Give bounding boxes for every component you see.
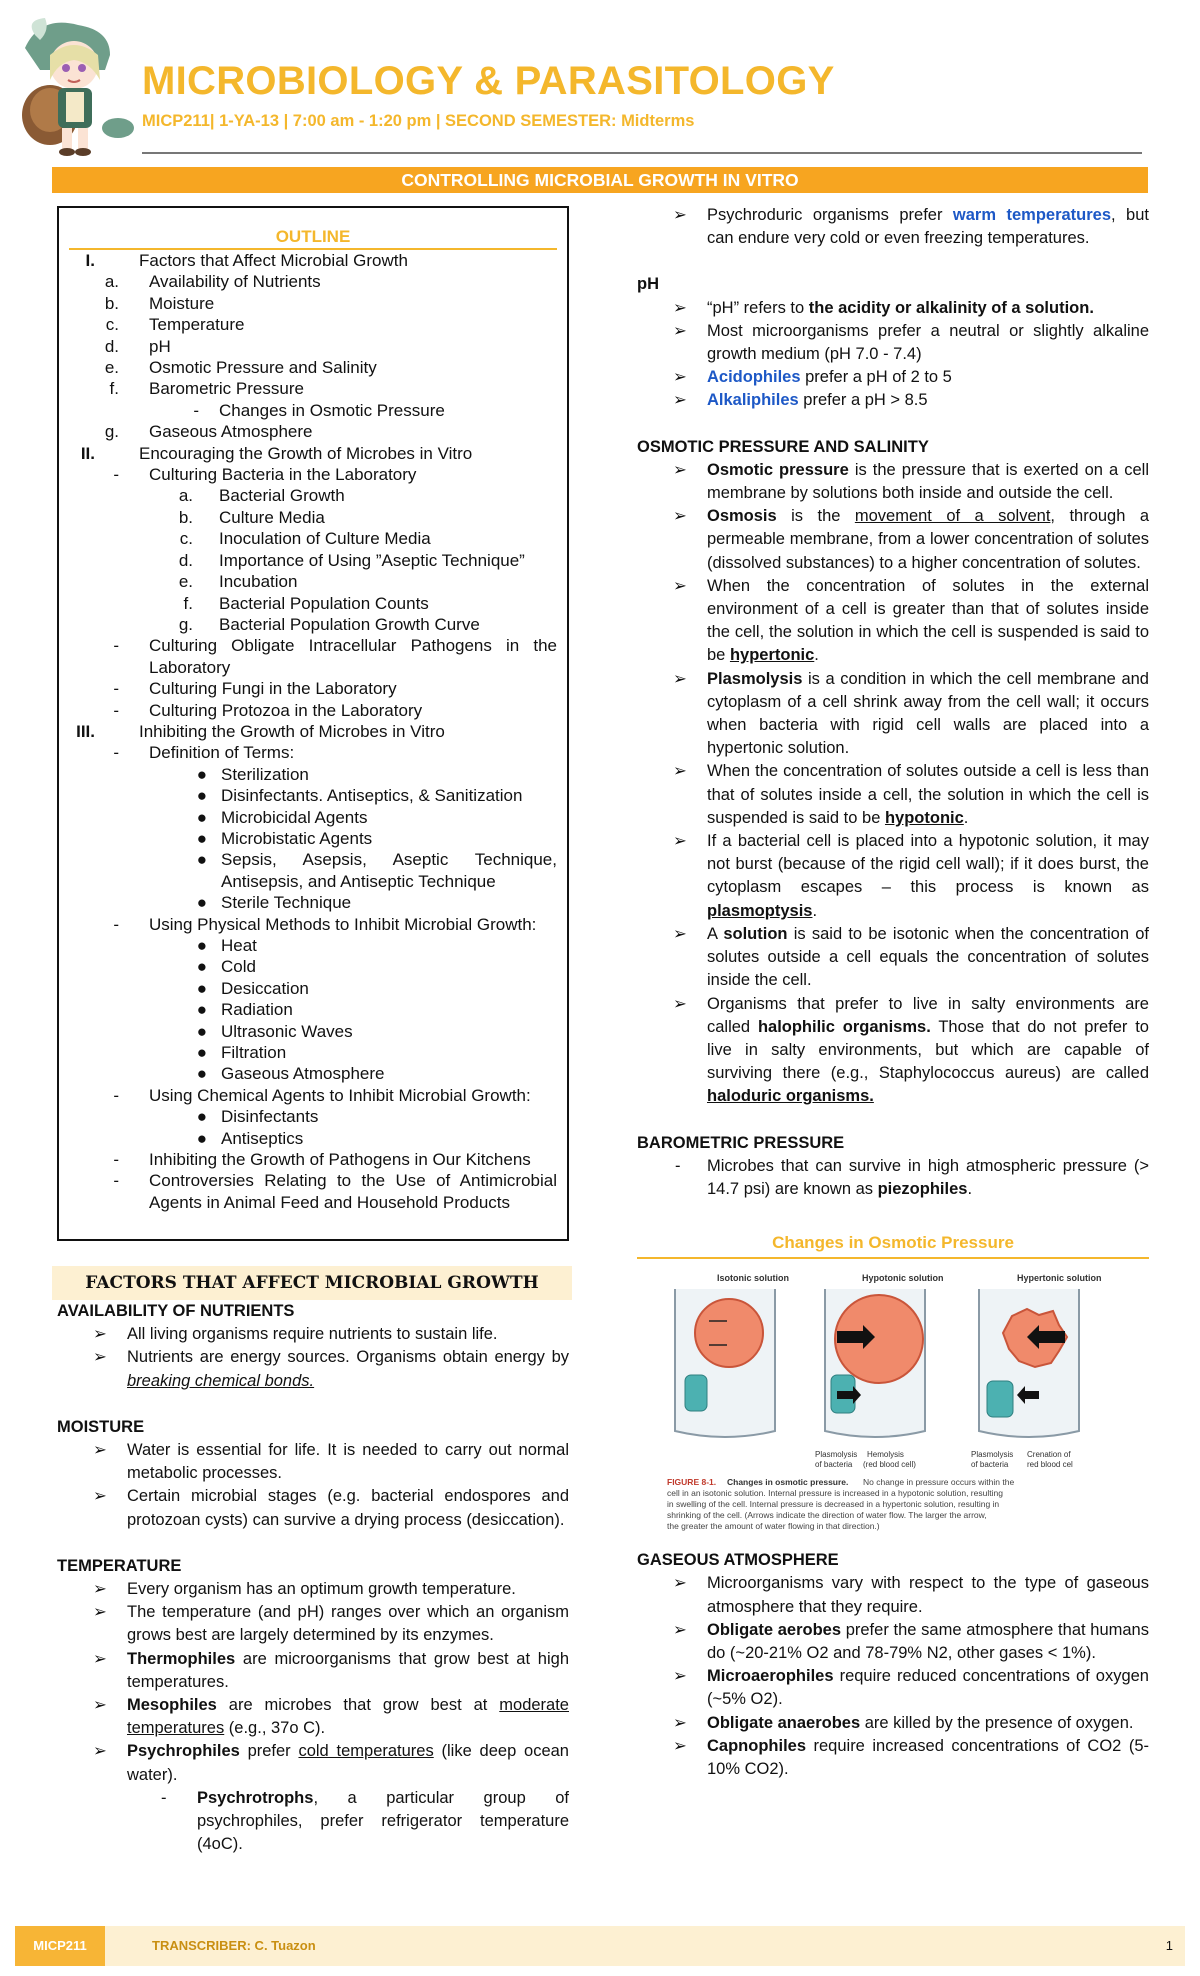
outline-item xyxy=(69,357,557,378)
outline-marker: b. xyxy=(178,507,193,527)
outline-item-text: Changes in Osmotic Pressure xyxy=(219,400,445,420)
beaker-hypotonic xyxy=(825,1289,925,1437)
outline-item-text: Definition of Terms: xyxy=(149,743,295,763)
outline-marker: d. xyxy=(178,550,193,570)
outline-marker: II. xyxy=(80,443,95,463)
label-plasmolysis: Plasmolysis xyxy=(815,1450,858,1460)
heading-gaseous: GASEOUS ATMOSPHERE xyxy=(637,1551,839,1570)
outline-item-text: Heat xyxy=(221,936,257,955)
outline-item xyxy=(69,956,557,977)
outline-item xyxy=(69,828,557,849)
left-column xyxy=(57,1300,569,1856)
outline-item xyxy=(69,250,557,271)
outline-item-text: Moisture xyxy=(149,293,215,313)
outline-marker: a. xyxy=(104,272,119,292)
outline-item xyxy=(69,528,557,549)
outline-item xyxy=(69,485,557,506)
label-of-bacteria-2: of bacteria xyxy=(971,1460,1009,1470)
outline-box xyxy=(57,206,569,1241)
header-divider xyxy=(142,152,1142,154)
arrow-bullet-icon: ➢ xyxy=(93,1487,107,1506)
outline-marker: ● xyxy=(196,1064,207,1084)
caption-line-4: shrinking of the cell. (Arrows indicate the direction of water flow. The larger the arrow, xyxy=(667,1510,987,1521)
outline-item xyxy=(69,914,557,935)
outline-item-text: Disinfectants xyxy=(221,1107,319,1127)
outline-item xyxy=(69,1021,557,1042)
outline-marker: - xyxy=(113,700,119,720)
caption-label: FIGURE 8-1. xyxy=(667,1477,717,1488)
heading-barometric: BAROMETRIC PRESSURE xyxy=(637,1133,845,1152)
arrow-bullet-icon: ➢ xyxy=(93,1603,107,1622)
bullet: ➢ Psychroduric organisms prefer warm temperatures, but can endure very cold or even freezing temperatures. xyxy=(673,206,1149,248)
outline-item xyxy=(69,807,557,828)
outline-item-text: pH xyxy=(149,336,171,356)
bullet: ➢ Certain microbial stages (e.g. bacterial endospores and protozoan cysts) can survive a drying process (desiccation). xyxy=(93,1487,569,1529)
outline-marker: - xyxy=(113,1085,119,1105)
outline-item-text: Microbistatic Agents xyxy=(221,828,373,848)
outline-item-text: Inhibiting the Growth of Pathogens in Our Kitchens xyxy=(149,1150,531,1170)
label-rbc-2: red blood cel xyxy=(1027,1460,1073,1470)
sub-bullet: - Psychrotrophs, a particular group of psychrophiles, prefer refrigerator temperature (4oC). xyxy=(161,1788,569,1854)
outline-item-text: Ultrasonic Waves xyxy=(221,1021,353,1041)
page-title: MICROBIOLOGY & PARASITOLOGY xyxy=(142,59,835,103)
outline-item-text: Bacterial Population Counts xyxy=(219,593,429,613)
outline-item xyxy=(69,593,557,614)
outline-item xyxy=(69,1063,557,1084)
caption-bold: Changes in osmotic pressure. xyxy=(727,1477,849,1488)
course-subtitle: MICP211| 1-YA-13 | 7:00 am - 1:20 pm | SECOND SEMESTER: Midterms xyxy=(142,112,695,130)
outline-item xyxy=(69,1106,557,1127)
arrow-bullet-icon: ➢ xyxy=(93,1696,107,1715)
outline-marker: - xyxy=(113,1171,119,1191)
bullet: ➢ “pH” refers to the acidity or alkalinity of a solution. xyxy=(637,297,1149,320)
outline-marker: b. xyxy=(104,293,119,313)
bullet: ➢ Alkaliphiles prefer a pH > 8.5 xyxy=(637,389,1149,412)
arrow-bullet-icon: ➢ xyxy=(673,1667,687,1686)
bullet: ➢ Capnophiles require increased concentrations of CO2 (5-10% CO2). xyxy=(673,1736,1149,1778)
outline-marker: f. xyxy=(183,593,193,613)
outline-item-text: Sepsis, Asepsis, Aseptic Technique, Antisepsis, and Antiseptic Technique xyxy=(221,850,557,891)
bullet: ➢ A solution is said to be isotonic when the concentration of solutes outside a cell equals the concentration of solutes inside the cell. xyxy=(673,924,1149,990)
bullet: ➢ Microaerophiles require reduced concentrations of oxygen (~5% O2). xyxy=(673,1667,1149,1709)
outline-item-text: Factors that Affect Microbial Growth xyxy=(139,251,408,270)
outline-item xyxy=(69,507,557,528)
outline-marker: - xyxy=(193,400,199,420)
outline-marker: - xyxy=(113,636,119,656)
outline-marker: g. xyxy=(178,614,193,634)
bullet: ➢ When the concentration of solutes outside a cell is less than that of solutes inside a cell, the solution in which the cell is suspended is said to be hypotonic. xyxy=(673,762,1149,827)
bullet: ➢ Acidophiles prefer a pH of 2 to 5 xyxy=(637,366,1149,389)
outline-marker: e. xyxy=(178,572,193,592)
outline-item xyxy=(69,1128,557,1149)
arrow-bullet-icon: ➢ xyxy=(673,368,687,387)
outline-item-text: Controversies Relating to the Use of Antimicrobial Agents in Animal Feed and Household Products xyxy=(149,1171,557,1212)
dash-marker: - xyxy=(161,1788,167,1807)
outline-marker: ● xyxy=(196,1107,207,1127)
outline-marker: ● xyxy=(196,1021,207,1041)
bullet: ➢ Plasmolysis is a condition in which the cell membrane and cytoplasm of a cell shrink away from the cell wall; it occurs when bacteria with rigid cell walls are placed into a hypertonic solution. xyxy=(673,669,1149,758)
outline-item xyxy=(69,999,557,1020)
outline-item xyxy=(69,721,557,742)
bullet: ➢ Mesophiles are microbes that grow best at moderate temperatures (e.g., 37o C). xyxy=(93,1696,569,1738)
outline-item-text: Using Chemical Agents to Inhibit Microbial Growth: xyxy=(149,1085,531,1105)
arrow-bullet-icon: ➢ xyxy=(93,1348,107,1367)
outline-marker: ● xyxy=(196,1000,207,1020)
caption-line-3: in swelling of the cell. Internal pressure is decreased in a hypertonic solution, resulting in xyxy=(667,1499,1000,1510)
arrow-bullet-icon: ➢ xyxy=(673,460,687,479)
bullet: ➢ If a bacterial cell is placed into a hypotonic solution, it may not burst (because of the rigid cell wall); if it does burst, the cytoplasm escapes – this process is known as plasmoptysis. xyxy=(673,832,1149,920)
outline-item xyxy=(69,293,557,314)
outline-item-text: Cold xyxy=(221,957,256,977)
outline-item xyxy=(69,678,557,699)
outline-item-text: Culturing Obligate Intracellular Pathogens in the Laboratory xyxy=(149,636,557,677)
outline-marker: f. xyxy=(109,379,119,399)
outline-item xyxy=(69,443,557,464)
arrow-bullet-icon: ➢ xyxy=(673,994,687,1013)
outline-item xyxy=(69,400,557,421)
outline-marker: d. xyxy=(104,336,119,356)
outline-marker: - xyxy=(113,743,119,763)
bullet: ➢ When the concentration of solutes in the external environment of a cell is greater than that of solutes inside the cell, the solution in which the cell is suspended is said to be hypertonic. xyxy=(673,576,1149,665)
outline-item xyxy=(69,635,557,678)
arrow-bullet-icon: ➢ xyxy=(673,1713,687,1732)
outline-item xyxy=(69,271,557,292)
outline-marker: - xyxy=(113,1150,119,1170)
outline-item-text: Culturing Fungi in the Laboratory xyxy=(149,679,397,699)
bullet: ➢ Obligate aerobes prefer the same atmosphere that humans do (~20-21% O2 and 78-79% N2, other gases < 1%). xyxy=(673,1620,1149,1662)
outline-marker: - xyxy=(113,914,119,934)
arrow-bullet-icon: ➢ xyxy=(673,1574,687,1593)
arrow-bullet-icon: ➢ xyxy=(673,576,687,595)
outline-marker: c. xyxy=(179,529,193,549)
arrow-bullet-icon: ➢ xyxy=(93,1441,107,1460)
outline-item xyxy=(69,550,557,571)
bullet: ➢ The temperature (and pH) ranges over which an organism grows best are largely determined by its enzymes. xyxy=(93,1603,569,1645)
bullet: ➢ Psychrophiles prefer cold temperatures (like deep ocean water). xyxy=(93,1742,569,1784)
heading-moisture: MOISTURE xyxy=(57,1417,145,1436)
outline-item xyxy=(69,742,557,763)
outline-item-text: Culturing Bacteria in the Laboratory xyxy=(149,465,417,485)
outline-item-text: Filtration xyxy=(221,1043,287,1063)
heading-osmotic: OSMOTIC PRESSURE AND SALINITY xyxy=(637,437,929,456)
outline-item-text: Bacterial Population Growth Curve xyxy=(219,614,480,634)
outline-item xyxy=(69,1085,557,1106)
arrow-bullet-icon: ➢ xyxy=(673,298,687,317)
outline-item-text: Gaseous Atmosphere xyxy=(149,422,313,442)
outline-item xyxy=(69,935,557,956)
bullet: ➢ Most microorganisms prefer a neutral or slightly alkaline growth medium (pH 7.0 - 7.4) xyxy=(673,321,1149,364)
arrow-bullet-icon: ➢ xyxy=(673,507,687,526)
osmotic-pressure-figure xyxy=(667,1271,1137,1533)
caption-line-5: the greater the amount of water flowing in that direction.) xyxy=(667,1521,880,1532)
outline-item-text: Inhibiting the Growth of Microbes in Vitro xyxy=(139,721,445,741)
topic-banner: CONTROLLING MICROBIAL GROWTH IN VITRO xyxy=(52,167,1148,193)
outline-item-text: Sterile Technique xyxy=(221,893,352,913)
outline-item-text: Radiation xyxy=(221,1000,293,1020)
caption-line-2: cell in an isotonic solution. Internal pressure is increased in a hypotonic solution, resulting xyxy=(667,1488,1003,1499)
outline-item-text: Desiccation xyxy=(221,978,309,998)
outline-marker: - xyxy=(113,679,119,699)
bullet: ➢ Organisms that prefer to live in salty environments are called halophilic organisms. Those that do not prefer to live in salty environments, but which are capable of surviving there (e.g., Staphylococcus aureus) are called haloduric organisms. xyxy=(673,994,1149,1106)
outline-item xyxy=(69,464,557,485)
arrow-bullet-icon: ➢ xyxy=(93,1742,107,1761)
outline-item xyxy=(69,378,557,399)
arrow-bullet-icon: ➢ xyxy=(673,832,687,851)
arrow-bullet-icon: ➢ xyxy=(673,1736,687,1755)
arrow-bullet-icon: ➢ xyxy=(673,391,687,410)
outline-marker: III. xyxy=(76,721,95,741)
right-column xyxy=(637,204,1149,1781)
sub-bullet: - Microbes that can survive in high atmospheric pressure (> 14.7 psi) are known as piezophiles. xyxy=(675,1156,1149,1198)
outline-item xyxy=(69,1170,557,1213)
label-crenation: Crenation of xyxy=(1027,1450,1071,1460)
heading-nutrients: AVAILABILITY OF NUTRIENTS xyxy=(57,1302,295,1320)
outline-item xyxy=(69,614,557,635)
outline-item xyxy=(69,764,557,785)
outline-item-text: Availability of Nutrients xyxy=(149,272,321,292)
outline-item-text: Microbicidal Agents xyxy=(221,807,368,827)
bullet: ➢ All living organisms require nutrients to sustain life. xyxy=(57,1323,569,1346)
label-rbc: (red blood cell) xyxy=(863,1460,916,1470)
outline-marker: a. xyxy=(178,486,193,506)
figure-title: Changes in Osmotic Pressure xyxy=(637,1231,1149,1259)
outline-list xyxy=(69,250,557,1213)
beaker-isotonic xyxy=(675,1289,775,1437)
arrow-bullet-icon: ➢ xyxy=(673,669,687,688)
outline-item xyxy=(69,978,557,999)
arrow-bullet-icon: ➢ xyxy=(673,1620,687,1639)
label-plasmolysis-2: Plasmolysis xyxy=(971,1450,1014,1460)
bullet: ➢ Water is essential for life. It is needed to carry out normal metabolic processes. xyxy=(93,1441,569,1483)
outline-marker: c. xyxy=(105,315,119,335)
outline-item xyxy=(69,700,557,721)
outline-item-text: Incubation xyxy=(219,572,298,592)
outline-marker: - xyxy=(113,465,119,485)
arrow-bullet-icon: ➢ xyxy=(673,762,687,781)
beaker-hypertonic xyxy=(979,1289,1079,1437)
dash-marker: - xyxy=(675,1156,681,1175)
arrow-bullet-icon: ➢ xyxy=(93,1649,107,1668)
outline-item xyxy=(69,571,557,592)
outline-item-text: Sterilization xyxy=(221,764,309,784)
outline-marker: ● xyxy=(196,1043,207,1063)
heading-temperature: TEMPERATURE xyxy=(57,1556,182,1575)
outline-item-text: Encouraging the Growth of Microbes in Vitro xyxy=(139,443,473,463)
outline-item-text: Importance of Using ”Aseptic Technique” xyxy=(219,550,525,570)
outline-item-text: Inoculation of Culture Media xyxy=(219,529,431,549)
panel-label-isotonic: Isotonic solution xyxy=(717,1273,789,1284)
outline-item xyxy=(69,849,557,892)
caption-line-1: No change in pressure occurs within the xyxy=(863,1477,1015,1488)
outline-marker: e. xyxy=(104,358,119,378)
bullet: ➢ Microorganisms vary with respect to the type of gaseous atmosphere that they require. xyxy=(673,1574,1149,1616)
outline-marker: ● xyxy=(196,1128,207,1148)
outline-marker: ● xyxy=(196,786,207,806)
outline-marker: ● xyxy=(196,828,207,848)
bullet: ➢ Thermophiles are microorganisms that grow best at high temperatures. xyxy=(93,1649,569,1691)
outline-item-text: Using Physical Methods to Inhibit Microbial Growth: xyxy=(149,914,537,934)
page-footer xyxy=(15,1926,1185,1966)
outline-title: OUTLINE xyxy=(69,226,557,250)
outline-item-text: Antiseptics xyxy=(221,1128,304,1148)
panel-label-hypotonic: Hypotonic solution xyxy=(862,1273,944,1284)
section-header-factors: FACTORS THAT AFFECT MICROBIAL GROWTH xyxy=(52,1266,572,1300)
outline-marker: I. xyxy=(85,251,95,270)
outline-item-text: Temperature xyxy=(149,315,245,335)
bullet: ➢ Osmosis is the movement of a solvent, through a permeable membrane, from a lower concentration of solutes (dissolved substances) to a higher concentration of solutes. xyxy=(673,507,1150,572)
arrow-bullet-icon: ➢ xyxy=(673,206,687,224)
bullet: ➢ Every organism has an optimum growth temperature. xyxy=(57,1578,569,1601)
outline-item xyxy=(69,1149,557,1170)
label-hemolysis: Hemolysis xyxy=(867,1450,904,1460)
bullet: ➢ Obligate anaerobes are killed by the presence of oxygen. xyxy=(637,1712,1149,1735)
outline-marker: ● xyxy=(196,807,207,827)
outline-item-text: Osmotic Pressure and Salinity xyxy=(149,358,377,378)
outline-marker: g. xyxy=(104,422,119,442)
outline-item xyxy=(69,1042,557,1063)
heading-ph: pH xyxy=(637,275,659,294)
outline-item-text: Culture Media xyxy=(219,507,325,527)
outline-item xyxy=(69,421,557,442)
outline-marker: ● xyxy=(196,936,207,955)
outline-item xyxy=(69,892,557,913)
arrow-bullet-icon: ➢ xyxy=(93,1325,107,1344)
label-of-bacteria: of bacteria xyxy=(815,1460,853,1470)
outline-item-text: Barometric Pressure xyxy=(149,379,304,399)
outline-item-text: Disinfectants. Antiseptics, & Sanitization xyxy=(221,786,523,806)
arrow-bullet-icon: ➢ xyxy=(673,924,687,943)
outline-marker: ● xyxy=(196,957,207,977)
outline-item-text: Bacterial Growth xyxy=(219,486,345,506)
panel-label-hypertonic: Hypertonic solution xyxy=(1017,1273,1102,1284)
outline-marker: ● xyxy=(196,764,207,784)
outline-item xyxy=(69,336,557,357)
bullet: ➢ Nutrients are energy sources. Organisms obtain energy by breaking chemical bonds. xyxy=(93,1348,569,1390)
outline-item xyxy=(69,785,557,806)
mascot-illustration xyxy=(10,10,140,160)
outline-marker: ● xyxy=(196,893,207,913)
arrow-bullet-icon: ➢ xyxy=(93,1580,107,1599)
outline-marker: ● xyxy=(196,978,207,998)
footer-transcriber: TRANSCRIBER: C. Tuazon xyxy=(152,1938,316,1953)
page-number: 1 xyxy=(1165,1938,1173,1953)
bullet: ➢ Osmotic pressure is the pressure that is exerted on a cell membrane by solutions both inside and outside the cell. xyxy=(673,460,1149,503)
outline-item xyxy=(69,314,557,335)
arrow-bullet-icon: ➢ xyxy=(673,321,687,340)
outline-item-text: Culturing Protozoa in the Laboratory xyxy=(149,700,423,720)
outline-marker: ● xyxy=(196,850,207,870)
outline-item-text: Gaseous Atmosphere xyxy=(221,1064,385,1084)
footer-course-code: MICP211 xyxy=(15,1926,105,1966)
